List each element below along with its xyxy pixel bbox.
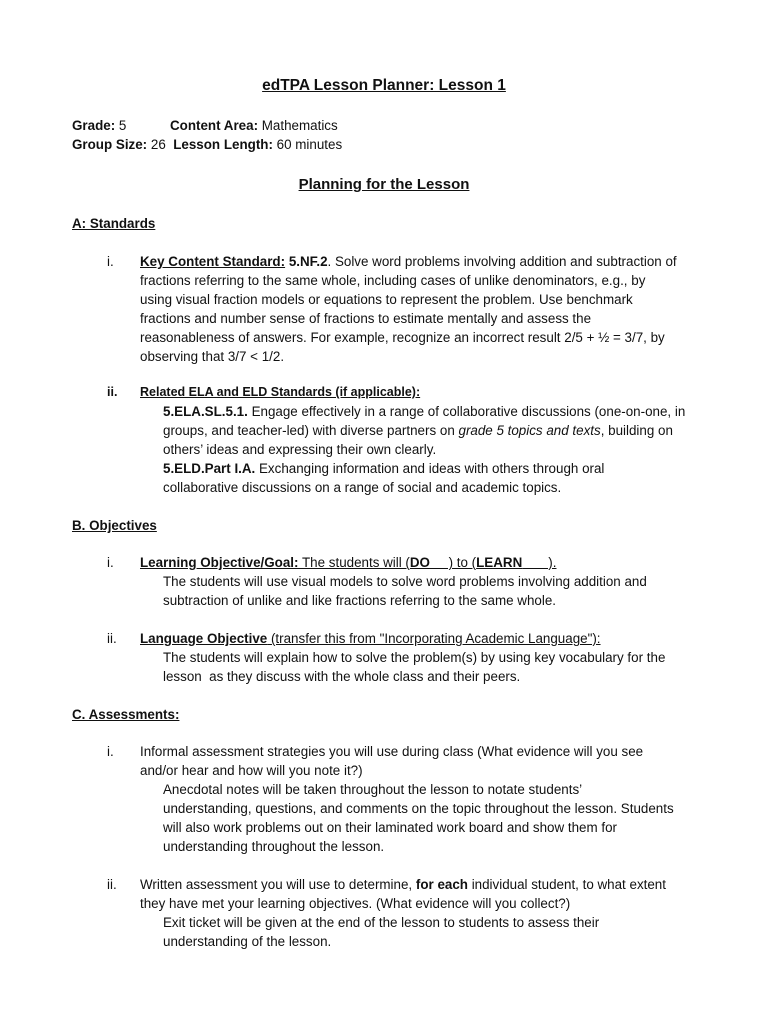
ela-line-3: others’ ideas and expressing their own clearly. [163,442,437,457]
document-title: edTPA Lesson Planner: Lesson 1 [262,77,506,94]
eld-line-2: collaborative discussions on a range of social and academic topics. [163,480,562,495]
written-assessment-line-1-pre: Written assessment you will use to determine, [140,877,416,892]
related-standards-label [140,383,420,402]
learning-objective-text-pre: The students will ( [298,555,410,570]
written-answer-line-1: Exit ticket will be given at the end of the lesson to students to assess their [163,915,600,930]
language-objective-line-1: The students will explain how to solve the problem(s) by using key vocabulary for the [163,650,666,665]
informal-answer-line-4: understanding throughout the lesson. [163,839,385,854]
learning-objective-line [140,553,556,572]
standard-line-4: fractions and number sense of fractions to estimate mentally and assess the [140,311,592,326]
informal-assessment-line-2: and/or hear and how will you note it?) [140,763,363,778]
standard-line-6: observing that 3/7 < 1/2. [140,349,285,364]
informal-answer-line-3: will also work problems out on their laminated work board and show them for [163,820,618,835]
content-area-label: Content Area: [170,118,259,133]
grade-line [72,116,126,135]
learning-objective-line-2: subtraction of unlike and like fractions referring to the same whole. [163,593,556,608]
objectives-heading: B. Objectives [72,518,157,533]
assessments-heading: C. Assessments: [72,707,180,722]
learning-objective-line-1: The students will use visual models to solve word problems involving addition and [163,574,647,589]
ela-line-2-pre: groups, and teacher-led) with diverse partners on [163,423,459,438]
informal-assessment-line-1: Informal assessment strategies you will use during class (What evidence will you see [140,744,644,759]
standards-heading: A: Standards [72,216,156,231]
language-objective-line [140,629,601,648]
learning-objective-learn: LEARN [476,555,523,570]
learning-objective-text-mid: ) to ( [429,555,477,570]
related-standards-label-text: Related ELA and ELD Standards (if applicable): [140,385,421,399]
key-content-standard [140,252,700,366]
informal-answer-line-1: Anecdotal notes will be taken throughout the lesson to notate students’ [163,782,583,797]
ela-line-1: Engage effectively in a range of collaborative discussions (one-on-one, in [247,404,686,419]
key-content-standard-code: 5.NF.2 [288,254,328,269]
grade-label: Grade: [72,118,116,133]
learning-objective-label: Learning Objective/Goal: [140,555,299,570]
standards-item2-numeral: ii. [107,385,118,399]
related-standards-body [163,402,703,497]
objectives-item2-numeral: ii. [107,631,117,646]
grade-value: 5 [118,118,127,133]
written-assessment-line-2: they have met your learning objectives. (What evidence will you collect?) [140,896,571,911]
learning-objective-do: DO [409,555,430,570]
standard-line-2: fractions referring to the same whole, including cases of unlike denominators, e.g., by [140,273,646,288]
standard-line-5: reasonableness of answers. For example, recognize an incorrect result 2/5 + ½ = 3/7, by [140,330,665,345]
lesson-length-value: 60 minutes [276,137,343,152]
language-objective-label: Language Objective [140,631,268,646]
lesson-length-label: Lesson Length: [173,137,273,152]
written-assessment-answer [163,913,703,951]
written-answer-line-2: understanding of the lesson. [163,934,332,949]
assessments-item2-numeral: ii. [107,877,117,892]
eld-code: 5.ELD.Part I.A. [163,461,256,476]
standard-line-1: . Solve word problems involving addition and subtraction of [327,254,677,269]
standards-item1-numeral: i. [107,254,114,269]
planning-heading: Planning for the Lesson [298,176,470,193]
content-area-value: Mathematics [261,118,338,133]
written-assessment-line-1-post: individual student, to what extent [467,877,666,892]
key-content-standard-label: Key Content Standard: [140,254,286,269]
content-area-line [170,116,338,135]
assessments-item1-numeral: i. [107,744,114,759]
ela-line-2-post: , building on [600,423,673,438]
eld-line-1: Exchanging information and ideas with others through oral [255,461,605,476]
language-objective-body [163,648,703,686]
language-objective-label-rest: (transfer this from "Incorporating Academic Language"): [267,631,601,646]
informal-assessment-question [140,742,700,780]
learning-objective-text-post: ). [522,555,557,570]
objectives-item1-numeral: i. [107,555,114,570]
group-size-value: 26 [150,137,166,152]
written-assessment-question [140,875,700,913]
group-size-label: Group Size: [72,137,148,152]
written-assessment-line-1-bold: for each [415,877,468,892]
informal-answer-line-2: understanding, questions, and comments on the topic throughout the lesson. Students [163,801,674,816]
language-objective-line-2: lesson as they discuss with the whole class and their peers. [163,669,521,684]
group-size-line [72,135,342,154]
standard-line-3: using visual fraction models or equations to represent the problem. Use benchmark [140,292,633,307]
learning-objective-body [163,572,703,610]
ela-line-2-italic: grade 5 topics and texts [458,423,601,438]
informal-assessment-answer [163,780,703,856]
ela-code: 5.ELA.SL.5.1. [163,404,248,419]
